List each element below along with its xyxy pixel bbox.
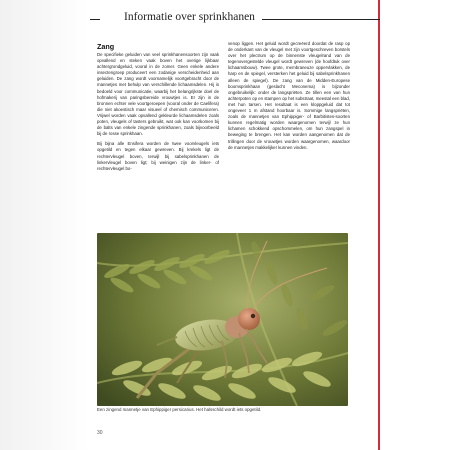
running-header: [90, 10, 380, 28]
header-title: Informatie over sprinkhanen: [124, 11, 255, 23]
header-rule-right: [262, 19, 380, 20]
page-edge-shadow: [0, 0, 90, 450]
accent-border: [378, 0, 380, 450]
text-column-left: [97, 52, 219, 176]
paragraph: Bij bijna alle Ensifera worden de twee voorvleugels iets opgetild en tegen elkaar gewreven. Bij krekels ligt de rechtervleugel boven, terwijl bij sabelsprinkhanen de linkervleugel boven ligt; bij weinigen zijn de linker- of rechtervleugel bo-: [97, 141, 219, 171]
photo-caption: Een zingend mannetje van Ephippiger persicarius. Het halsschild wordt iets opgetild.: [97, 407, 262, 412]
paragraph: De specifieke geluiden van veel sprinkhanensoorten zijn vaak opvallend en steken vaak boven het overige lijkbaar achtergrondgeluid, vooral in de zomer. Geen enkele andere insectengroep produceert een zodanige verscheidenheid aan geluiden. De zang wordt voornamelijk voortgebracht door de mannetjes met behulp van verschillende lichaamsdelen. Hij is bedoeld voor communicatie, waarbij het belangrijkste doel de hofmakerij van paringsbereide vrouwtjes is. Er zijn in de bronnen echter vele voortgeroepen (vooral onder de Caelifera) die niet akoestisch maar visueel of chemisch communiceren. Vrijwel worden vaak opvallend gekleurde lichaamsdelen zoals poten, vleugels of tasters gebruikt, wat ook kan voorkomen bij de balts van enkele zingende sprinkhanen, zoals bijvoorbeeld bij de rosse sprinkhaan.: [97, 52, 219, 137]
page-number: 30: [97, 430, 103, 436]
text-column-right: [228, 41, 350, 155]
grasshopper-photo: [97, 233, 348, 406]
section-title: Zang: [97, 42, 115, 51]
paragraph: venop liggen. Het geluid wordt gecreëerd doordat de rasp op de onderkant van de vleugel met zijn voortgeschreven borstels over het plectrum op de binnenste vleugelrand van de tegenovergestelde vleugel wordt gewreven (de hoofdtuk over lichaamsbouw). Twee grote, membraneuze oppervlakken, de harp en de spiegel, versterken het geluid bij sabelsprinkhanen alleen de spiegel). De zang van de Midden-Europese boomsprinkhaan (geslacht Meconema) is bijzonder ongebruikelijk: onder de langspriëten. Ze tillen een van hun achterpoten op en stampen op het substraat, meestal een blad, met hun tarsen. Het resultaat is een kloppgeluid dat tot ongeveer 1 m afstand hoorbaar is. Sommige langspriëten, zoals de mannetjes van Ephippiger- of Barbitistes-soorten kunnen regelmatig worden waargenomen terwijl ze hun lichamen schokkend opschommelen, om hun zangspel in beweging te brengen. Het kan worden aangenomen dat de trillingen door de vrouwtjes worden waargenomen, waardoor de mannetjes makkelijker kunnen vinden.: [228, 41, 350, 150]
header-rule-left: [90, 19, 100, 20]
